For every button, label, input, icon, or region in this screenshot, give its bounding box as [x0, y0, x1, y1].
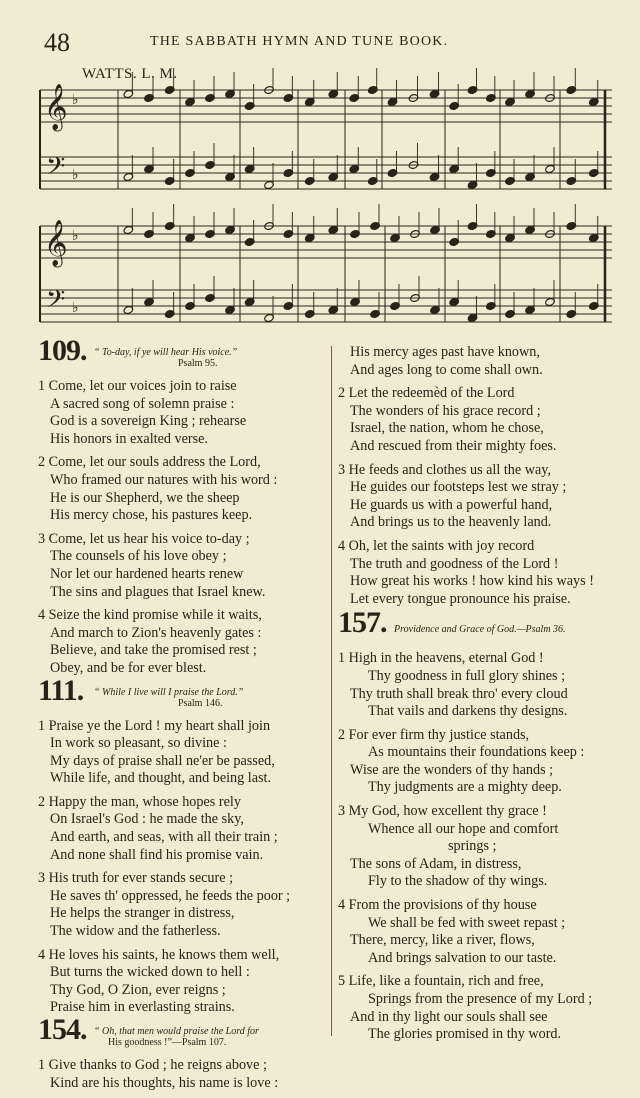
page-number: 48 [44, 28, 70, 57]
verse-line: That vails and darkens thy designs. [368, 703, 568, 720]
verse-line: 2 Happy the man, whose hopes rely [38, 793, 241, 810]
verse-line: My days of praise shall ne'er be passed, [50, 752, 275, 769]
hymn-reference-text: “ To-day, if ye will hear His voice.” [94, 347, 238, 358]
verse-line: But turns the wicked down to hell : [50, 964, 250, 981]
stanza [338, 803, 623, 891]
stanza [38, 947, 328, 1017]
verse-line: 4 Seize the kind promise while it waits, [38, 607, 262, 624]
column-divider [331, 346, 332, 1036]
verse-line: He saves th' oppressed, he feeds the poor ; [50, 887, 291, 904]
verse-line: And brings us to the heavenly land. [350, 514, 552, 531]
hymn-reference [94, 347, 237, 369]
verse-line: 1 Come, let our voices join to raise [38, 378, 237, 394]
stanza [38, 531, 328, 601]
verse-line: Wise are the wonders of thy hands ; [350, 761, 554, 778]
stanza [338, 344, 623, 379]
tune-label: WATTS. L. M. [82, 66, 178, 82]
verse-line: 4 From the provisions of thy house [338, 897, 537, 914]
verse-line: 2 Let the redeemèd of the Lord [338, 385, 515, 402]
verse-line: On Israel's God : he made the sky, [50, 811, 244, 828]
psalm-reference: Psalm 95. [178, 358, 218, 369]
flat-icon: ♭ [72, 228, 79, 244]
verse-line: There, mercy, like a river, flows, [350, 932, 535, 949]
hymn-header [38, 1013, 328, 1057]
verse-line: 3 Come, let us hear his voice to-day ; [38, 530, 250, 547]
verse-line: How great his works ! how kind his ways ! [350, 573, 594, 590]
right-column [338, 344, 623, 1050]
verse-line: As mountains their foundations keep : [368, 744, 585, 761]
hymn-header [38, 334, 328, 378]
verse-line: Believe, and take the promised rest ; [50, 642, 257, 659]
stanza [38, 607, 328, 677]
verse-line: While life, and thought, and being last. [50, 770, 272, 787]
verse-line: God is a sovereign King ; rehearse [50, 413, 247, 430]
running-head: THE SABBATH HYMN AND TUNE BOOK. [150, 34, 449, 49]
treble-clef-icon: 𝄞 [44, 84, 68, 130]
hymn-number: 157. [338, 606, 387, 640]
verse-line: Thy God, O Zion, ever reigns ; [50, 981, 226, 998]
verse-line: 1 Praise ye the Lord ! my heart shall join [38, 717, 271, 734]
verse-line: And march to Zion's heavenly gates : [50, 624, 262, 641]
verse-line: And none shall find his promise vain. [50, 846, 264, 863]
verse-line: And earth, and seas, with all their train ; [50, 829, 278, 846]
verse-line: 4 He loves his saints, he knows them well, [38, 946, 280, 963]
verse-line: A sacred song of solemn praise : [50, 395, 235, 412]
verse-line: 2 Come, let our souls address the Lord, [38, 454, 261, 471]
verse-line: And brings salvation to our taste. [368, 949, 557, 966]
verse-line: He guards us with a powerful hand, [350, 496, 553, 513]
hymn-reference [94, 687, 243, 709]
verse-line: His mercy ages past have known, [350, 344, 540, 360]
verse-line: 3 He feeds and clothes us all the way, [338, 461, 552, 478]
verse-line: And ages long to come shall own. [350, 361, 543, 378]
stanza [338, 385, 623, 455]
verse-line: The truth and goodness of the Lord ! [350, 555, 559, 572]
stanza [338, 462, 623, 532]
verse-line: His mercy chose, his pastures keep. [50, 507, 253, 524]
verse-line: 4 Oh, let the saints with joy record [338, 537, 535, 554]
hymn-number: 109. [38, 334, 87, 367]
verse-line: Let every tongue pronounce his praise. [350, 590, 571, 607]
stanza [38, 378, 328, 448]
stanza [338, 973, 623, 1043]
bass-clef-icon: 𝄢 [46, 285, 66, 320]
verse-line: 2 For ever firm thy justice stands, [338, 726, 530, 743]
hymn-reference-text: “ Oh, that men would praise the Lord for [94, 1026, 259, 1037]
verse-line: 3 My God, how excellent thy grace ! [338, 803, 547, 820]
verse-line: 1 Give thanks to God ; he reigns above ; [38, 1057, 267, 1073]
verse-line: The counsels of his love obey ; [50, 548, 227, 565]
verse-line: Who framed our natures with his word : [50, 471, 278, 488]
verse-line: The wonders of his grace record ; [350, 402, 541, 419]
verse-line: The sons of Adam, in distress, [350, 855, 522, 872]
flat-icon: ♭ [72, 92, 79, 108]
hymn-reference [94, 1026, 259, 1048]
treble-clef-icon: 𝄞 [44, 220, 68, 266]
flat-icon: ♭ [72, 167, 79, 183]
hymn-reference-text: His goodness !”—Psalm 107. [108, 1037, 227, 1048]
stanza [338, 650, 623, 720]
bass-staff [40, 157, 612, 189]
verse-line: The sins and plagues that Israel knew. [50, 583, 266, 600]
verse-line: And in thy light our souls shall see [350, 1008, 548, 1025]
verse-line: 5 Life, like a fountain, rich and free, [338, 973, 544, 990]
verse-line: Springs from the presence of my Lord ; [368, 991, 593, 1007]
stanza [38, 454, 328, 524]
verse-line: He is our Shepherd, we the sheep [50, 489, 240, 506]
verse-line: Praise him in everlasting strains. [50, 999, 235, 1016]
hymn-header [338, 606, 623, 650]
verse-line: 3 His truth for ever stands secure ; [38, 870, 234, 887]
stanza [38, 1057, 328, 1092]
verse-line: Obey, and be for ever blest. [50, 659, 207, 676]
verse-line: springs ; [448, 838, 497, 855]
hymn-reference: Providence and Grace of God.—Psalm 36. [394, 624, 566, 636]
verse-line: Israel, the nation, whom he chose, [350, 420, 544, 437]
verse-line: And rescued from their mighty foes. [350, 437, 557, 454]
hymn-number: 111. [38, 673, 84, 707]
verse-line: Fly to the shadow of thy wings. [368, 873, 548, 890]
hymn-number: 154. [38, 1013, 87, 1046]
verse-line: Thy goodness in full glory shines ; [368, 667, 566, 684]
stanza [338, 897, 623, 967]
psalm-reference: Psalm 146. [178, 697, 223, 709]
stanza [338, 727, 623, 797]
verse-line: In work so pleasant, so divine : [50, 735, 227, 752]
stanza [338, 538, 623, 608]
stanza [38, 718, 328, 788]
verse-line: Whence all our hope and comfort [368, 820, 559, 837]
verse-line: He helps the stranger in distress, [50, 905, 235, 922]
verse-line: Nor let our hardened hearts renew [50, 565, 244, 582]
bass-clef-icon: 𝄢 [46, 152, 66, 187]
verse-line: The glories promised in thy word. [368, 1026, 562, 1043]
hymn-reference-text: “ While I live will I praise the Lord.” [94, 686, 244, 698]
verse-line: Thy truth shall break thro' every cloud [350, 685, 568, 702]
stanza [38, 794, 328, 864]
verse-line: Thy judgments are a mighty deep. [368, 779, 562, 796]
verse-line: We shall be fed with sweet repast ; [368, 914, 566, 931]
bass-staff [40, 290, 612, 322]
stanza [38, 870, 328, 940]
hymn-header [38, 673, 328, 718]
left-column [38, 334, 328, 1098]
verse-line: Kind are his thoughts, his name is love : [50, 1074, 279, 1091]
verse-line: The widow and the fatherless. [50, 923, 221, 940]
verse-line: He guides our footsteps lest we stray ; [350, 479, 567, 496]
music-score [0, 0, 640, 330]
verse-line: His honors in exalted verse. [50, 430, 208, 447]
verse-line: 1 High in the heavens, eternal God ! [338, 650, 544, 667]
flat-icon: ♭ [72, 300, 79, 316]
